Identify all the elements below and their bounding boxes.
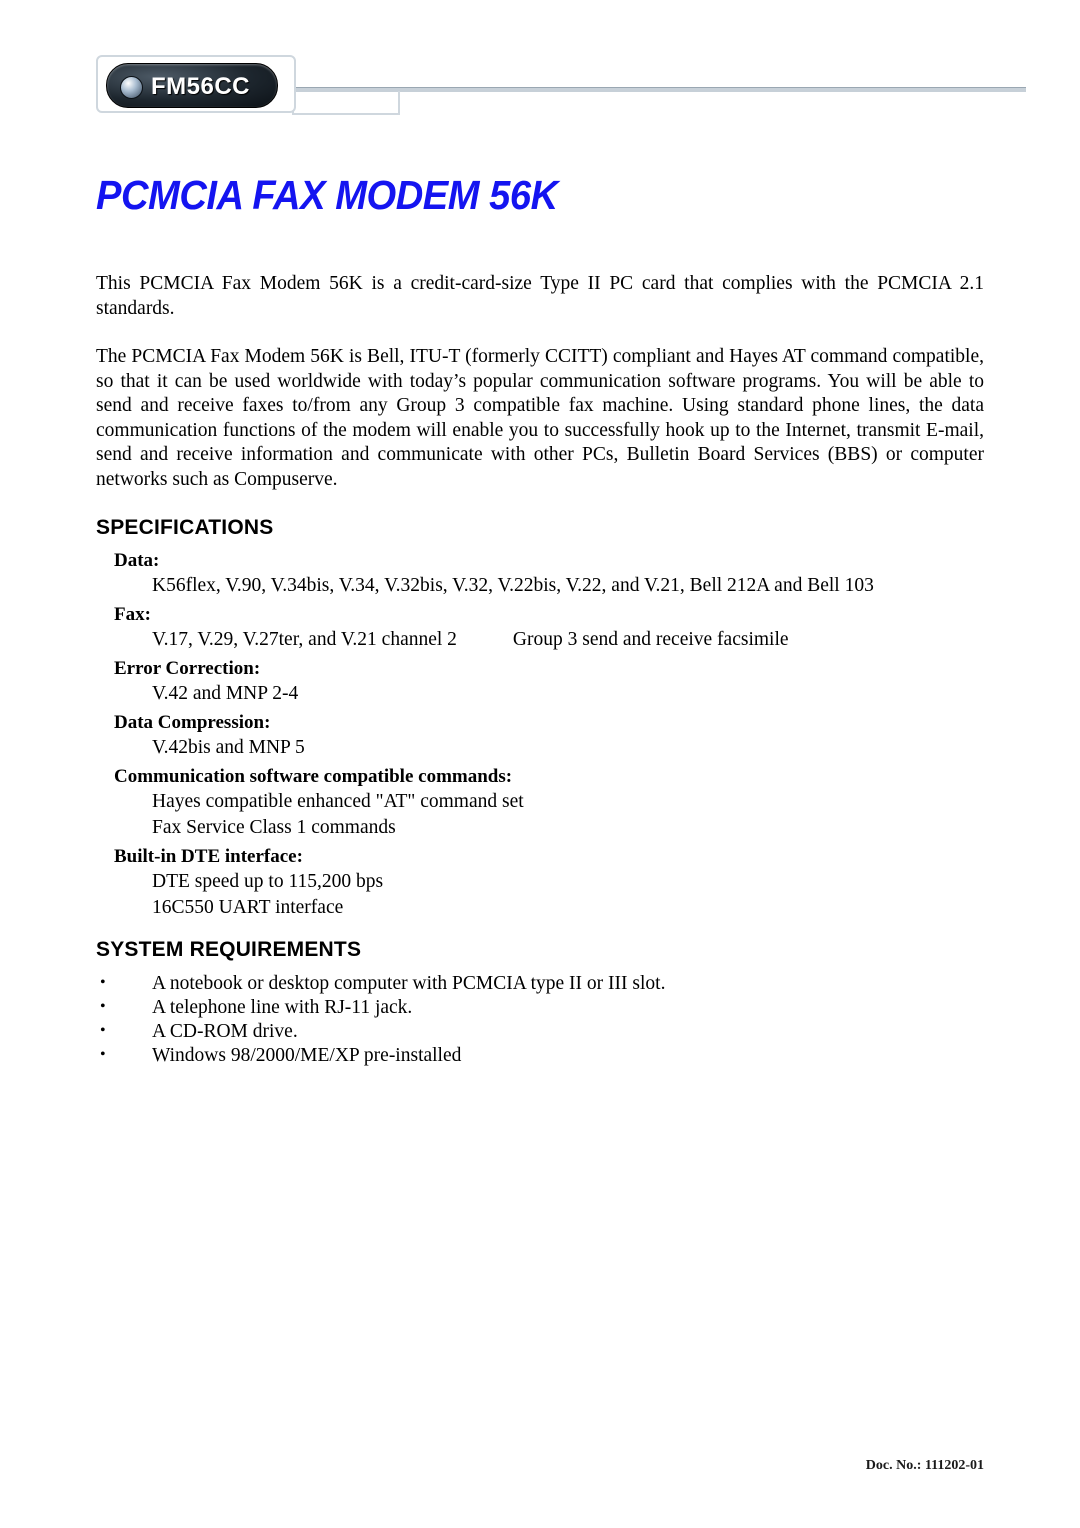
spec-value-commands-2: Fax Service Class 1 commands	[152, 817, 396, 838]
product-badge-label: FM56CC	[151, 73, 251, 100]
footer-label: Doc. No.:	[865, 1458, 922, 1473]
list-item: • Windows 98/2000/ME/XP pre-installed	[96, 1044, 984, 1068]
spec-group-fax	[96, 604, 984, 652]
spec-value-fax-standards: V.17, V.29, V.27ter, and V.21 channel 2	[152, 629, 457, 650]
spec-group-data-compression	[96, 712, 984, 760]
spec-group-error-correction	[96, 658, 984, 706]
list-item: • A notebook or desktop computer with PCMCIA type II or III slot.	[96, 972, 984, 996]
spec-group-commands	[96, 766, 984, 840]
spec-label-dte: Built-in DTE interface:	[114, 846, 303, 867]
spec-value-fax-group: Group 3 send and receive facsimile	[512, 629, 789, 650]
spec-group-dte	[96, 846, 984, 920]
spec-label-error-correction: Error Correction:	[114, 658, 261, 679]
system-requirements-list	[96, 972, 984, 1068]
spec-label-fax: Fax:	[114, 604, 151, 625]
header-rule-tail	[292, 91, 400, 115]
product-badge-frame	[96, 55, 296, 113]
spec-value-fax	[152, 628, 984, 652]
system-requirements-heading: SYSTEM REQUIREMENTS	[96, 938, 362, 961]
footer-doc-number: 111202-01	[924, 1458, 984, 1473]
spec-group-data	[96, 550, 984, 598]
spec-label-data-compression: Data Compression:	[114, 712, 271, 733]
header-rule	[292, 87, 1026, 92]
document-body	[96, 272, 984, 1068]
document-footer	[866, 1458, 984, 1474]
list-item: • A CD-ROM drive.	[96, 1020, 984, 1044]
spec-value-error-correction: V.42 and MNP 2-4	[152, 683, 299, 704]
product-badge	[106, 63, 278, 108]
spec-value-dte-2: 16C550 UART interface	[152, 897, 344, 918]
oval-led-icon	[120, 76, 143, 99]
spec-value-data-compression: V.42bis and MNP 5	[152, 737, 305, 758]
spec-value-commands-1: Hayes compatible enhanced "AT" command set	[152, 791, 524, 812]
spec-label-data: Data:	[114, 550, 160, 571]
spec-value-data: K56flex, V.90, V.34bis, V.34, V.32bis, V.32, V.22bis, V.22, and V.21, Bell 212A and Bell 103	[152, 575, 874, 596]
intro-paragraph-1: This PCMCIA Fax Modem 56K is a credit-card-size Type II PC card that complies with the PCMCIA 2.1 standards.	[96, 273, 984, 319]
intro-paragraph-2: The PCMCIA Fax Modem 56K is Bell, ITU-T (formerly CCITT) compliant and Hayes AT command compatible, so that it can be used worldwide with today’s popular communication software programs. You will be able to send and receive faxes to/from any Group 3 compatible fax machine. Using standard phone lines, the data communication functions of the modem will enable you to successfully hook up to the Internet, transmit E-mail, send and receive information and communicate with other PCs, Bulletin Board Services (BBS) or computer networks such as Compuserve.	[96, 346, 984, 490]
specifications-heading: SPECIFICATIONS	[96, 516, 274, 539]
document-header	[96, 55, 1026, 135]
page-title: PCMCIA FAX MODEM 56K	[96, 172, 558, 218]
spec-label-commands: Communication software compatible commands:	[114, 766, 513, 787]
spec-value-dte-1: DTE speed up to 115,200 bps	[152, 871, 384, 892]
list-item: • A telephone line with RJ-11 jack.	[96, 996, 984, 1020]
